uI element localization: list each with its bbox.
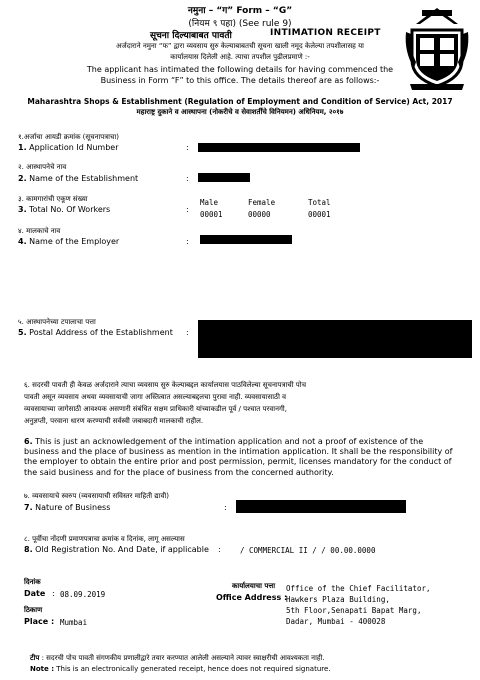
field-7-colon: : <box>224 503 227 512</box>
para6-marathi-line-4: अनुज्ञप्ती, परवाना धारण करण्याची सर्वस्वी जबाबदारी मालकाची राहील. <box>24 417 204 425</box>
note-marathi-text: : सदरची पोच पावती संगणकीय प्रणालीद्वारे तयार करण्यात आलेली असल्याने त्यावर स्वाक्षरीची आवश्यकता नाही. <box>41 654 325 662</box>
field-2-colon: : <box>186 174 189 183</box>
redacted-employer-name <box>200 235 292 244</box>
field-4-label-marathi: ४. मालकाचे नाव <box>18 227 61 235</box>
field-7-label-marathi: ७. व्यवसायाचे स्वरुप (व्यवसायाची सविस्तर माहिती द्यावी) <box>24 492 169 500</box>
field-7-label-text: Nature of Business <box>35 503 111 512</box>
field-3-colon: : <box>186 205 189 214</box>
office-address-label: Office Address : <box>216 593 288 602</box>
field-8-label <box>24 545 209 554</box>
para6-marathi-line-1: ६. सदरची पावती ही केवळ अर्जदाराने त्याचा व्यवसाय सुरु केल्याबद्दल कार्यालयास पाठविलेल्या सूचनापत्राची पोच <box>24 381 307 389</box>
para6-english-text: This is just an acknowledgement of the intimation application and not a proof of existence of the business and the place of business as mention in the intimation application. It shall be the responsibility of the employer to obtain the entire prior and post permission, permit, licenses mandatory for the conduct of the said business and for the place of business from the concerned authority. <box>24 437 453 477</box>
field-4-label <box>18 237 119 246</box>
workers-header-total: Total <box>308 198 331 207</box>
field-1-label-text: Application Id Number <box>29 143 119 152</box>
field-8-label-marathi: ८. पूर्वीचा नोंदणी प्रमाणपत्राचा क्रमांक व दिनांक, लागू असल्यास <box>24 535 185 543</box>
field-4-number: 4. <box>18 237 27 246</box>
field-8-label-text: Old Registration No. And Date, if applicable <box>35 545 209 554</box>
field-2-number: 2. <box>18 174 27 183</box>
office-address-line-4: Dadar, Mumbai - 400028 <box>286 617 386 626</box>
place-value: Mumbai <box>60 618 88 627</box>
rule-line: (नियम ९ पहा) (See rule 9) <box>188 19 292 29</box>
date-label-marathi: दिनांक <box>24 578 41 586</box>
place-label: Place : <box>24 617 55 626</box>
field-1-label-marathi: १.अर्जाचा आयडी क्रमांक (सूचनापत्राचा) <box>18 133 119 141</box>
form-line: नमुना – “ग” Form – “G” <box>187 6 293 16</box>
note-english-text: This is an electronically generated receipt, hence does not required signature. <box>56 665 331 673</box>
field-3-label <box>18 205 110 214</box>
note-english-label: Note : <box>30 665 54 673</box>
field-5-colon: : <box>186 328 189 337</box>
title-marathi: सूचना दिल्याबाबत पावती <box>150 31 232 41</box>
para6-marathi-line-2: पावती असून व्यवसाय अथवा व्यवसायाची जागा अस्तित्वात असल्याबद्दलचा पुरावा नाही. व्यवसायासाठी व <box>24 393 287 401</box>
field-8-number: 8. <box>24 545 33 554</box>
note-english <box>30 665 331 673</box>
office-address-line-1: Office of the Chief Facilitator, <box>286 584 431 593</box>
office-address-label-marathi: कार्यालयाचा पत्ता <box>232 582 276 590</box>
note-marathi <box>30 654 325 663</box>
field-8-colon: : <box>218 545 221 554</box>
workers-value-male: 00001 <box>200 210 223 219</box>
office-address-line-2: Hawkers Plaza Building, <box>286 595 390 604</box>
field-2-label-text: Name of the Establishment <box>29 174 139 183</box>
workers-value-female: 00000 <box>248 210 271 219</box>
field-2-label <box>18 174 138 183</box>
intro-marathi-line-1: अर्जदाराने नमुना “फ” द्वारा व्यवसाय सुरु केल्याबाबतची सूचना खाली नमूद केलेल्या तपशीलासह या <box>115 42 364 50</box>
para6-number: 6. <box>24 437 33 446</box>
redacted-establishment-name <box>198 173 250 182</box>
intro-marathi-line-2: कार्यालयास दिलेली आहे. त्याचा तपशील पुढीलप्रमाणे :- <box>170 53 310 61</box>
field-1-colon: : <box>186 143 189 152</box>
date-value: 08.09.2019 <box>60 590 106 599</box>
para6-english <box>24 437 454 478</box>
intro-english-line-1: The applicant has intimated the following details for having commenced the <box>86 65 394 74</box>
field-3-number: 3. <box>18 205 27 214</box>
act-title-marathi: महाराष्ट्र दुकाने व आस्थापना (नोकरीचे व सेवाशर्तींचे विनियमन) अधिनियम, २०१७ <box>136 108 344 116</box>
para6-marathi-line-3: व्यवसायाच्या जागेसाठी आवश्यक असणारी संबंधित सक्षम प्राधिकारी यांच्याकडील पूर्व / पश्चात परवानगी, <box>24 405 287 413</box>
workers-header-female: Female <box>248 198 276 207</box>
redacted-postal-address <box>198 320 472 358</box>
date-colon: : <box>52 589 55 598</box>
old-registration-value: / COMMERCIAL II / / 00.00.0000 <box>240 546 376 555</box>
field-1-label <box>18 143 119 152</box>
field-7-number: 7. <box>24 503 33 512</box>
field-2-label-marathi: २. आस्थापनेचे नाव <box>18 163 67 171</box>
act-title-english: Maharashtra Shops & Establishment (Regulation of Employment and Condition of Service) Act, 2017 <box>27 97 453 106</box>
field-3-label-marathi: ३. कामगारांची एकूण संख्या <box>18 195 88 203</box>
intro-english-line-2: Business in Form “F” to this office. The details thereof are as follows:- <box>100 76 380 85</box>
date-label: Date <box>24 589 46 598</box>
field-5-number: 5. <box>18 328 27 337</box>
place-label-marathi: ठिकाण <box>24 606 43 614</box>
page-title: INTIMATION RECEIPT <box>270 28 381 38</box>
corporation-seal-icon <box>402 2 472 92</box>
workers-value-total: 00001 <box>308 210 331 219</box>
note-marathi-label: टीप <box>30 654 40 662</box>
field-5-label-text: Postal Address of the Establishment <box>29 328 173 337</box>
field-7-label <box>24 503 110 512</box>
field-5-label-marathi: ५. आस्थापनेच्या टपालाचा पत्ता <box>18 318 96 326</box>
field-1-number: 1. <box>18 143 27 152</box>
redacted-application-id <box>198 143 360 152</box>
workers-header-male: Male <box>200 198 219 207</box>
field-3-label-text: Total No. Of Workers <box>29 205 111 214</box>
office-address-line-3: 5th Floor,Senapati Bapat Marg, <box>286 606 422 615</box>
field-4-label-text: Name of the Employer <box>29 237 120 246</box>
field-5-label <box>18 328 173 337</box>
redacted-nature-of-business <box>236 500 406 513</box>
field-4-colon: : <box>186 237 189 246</box>
